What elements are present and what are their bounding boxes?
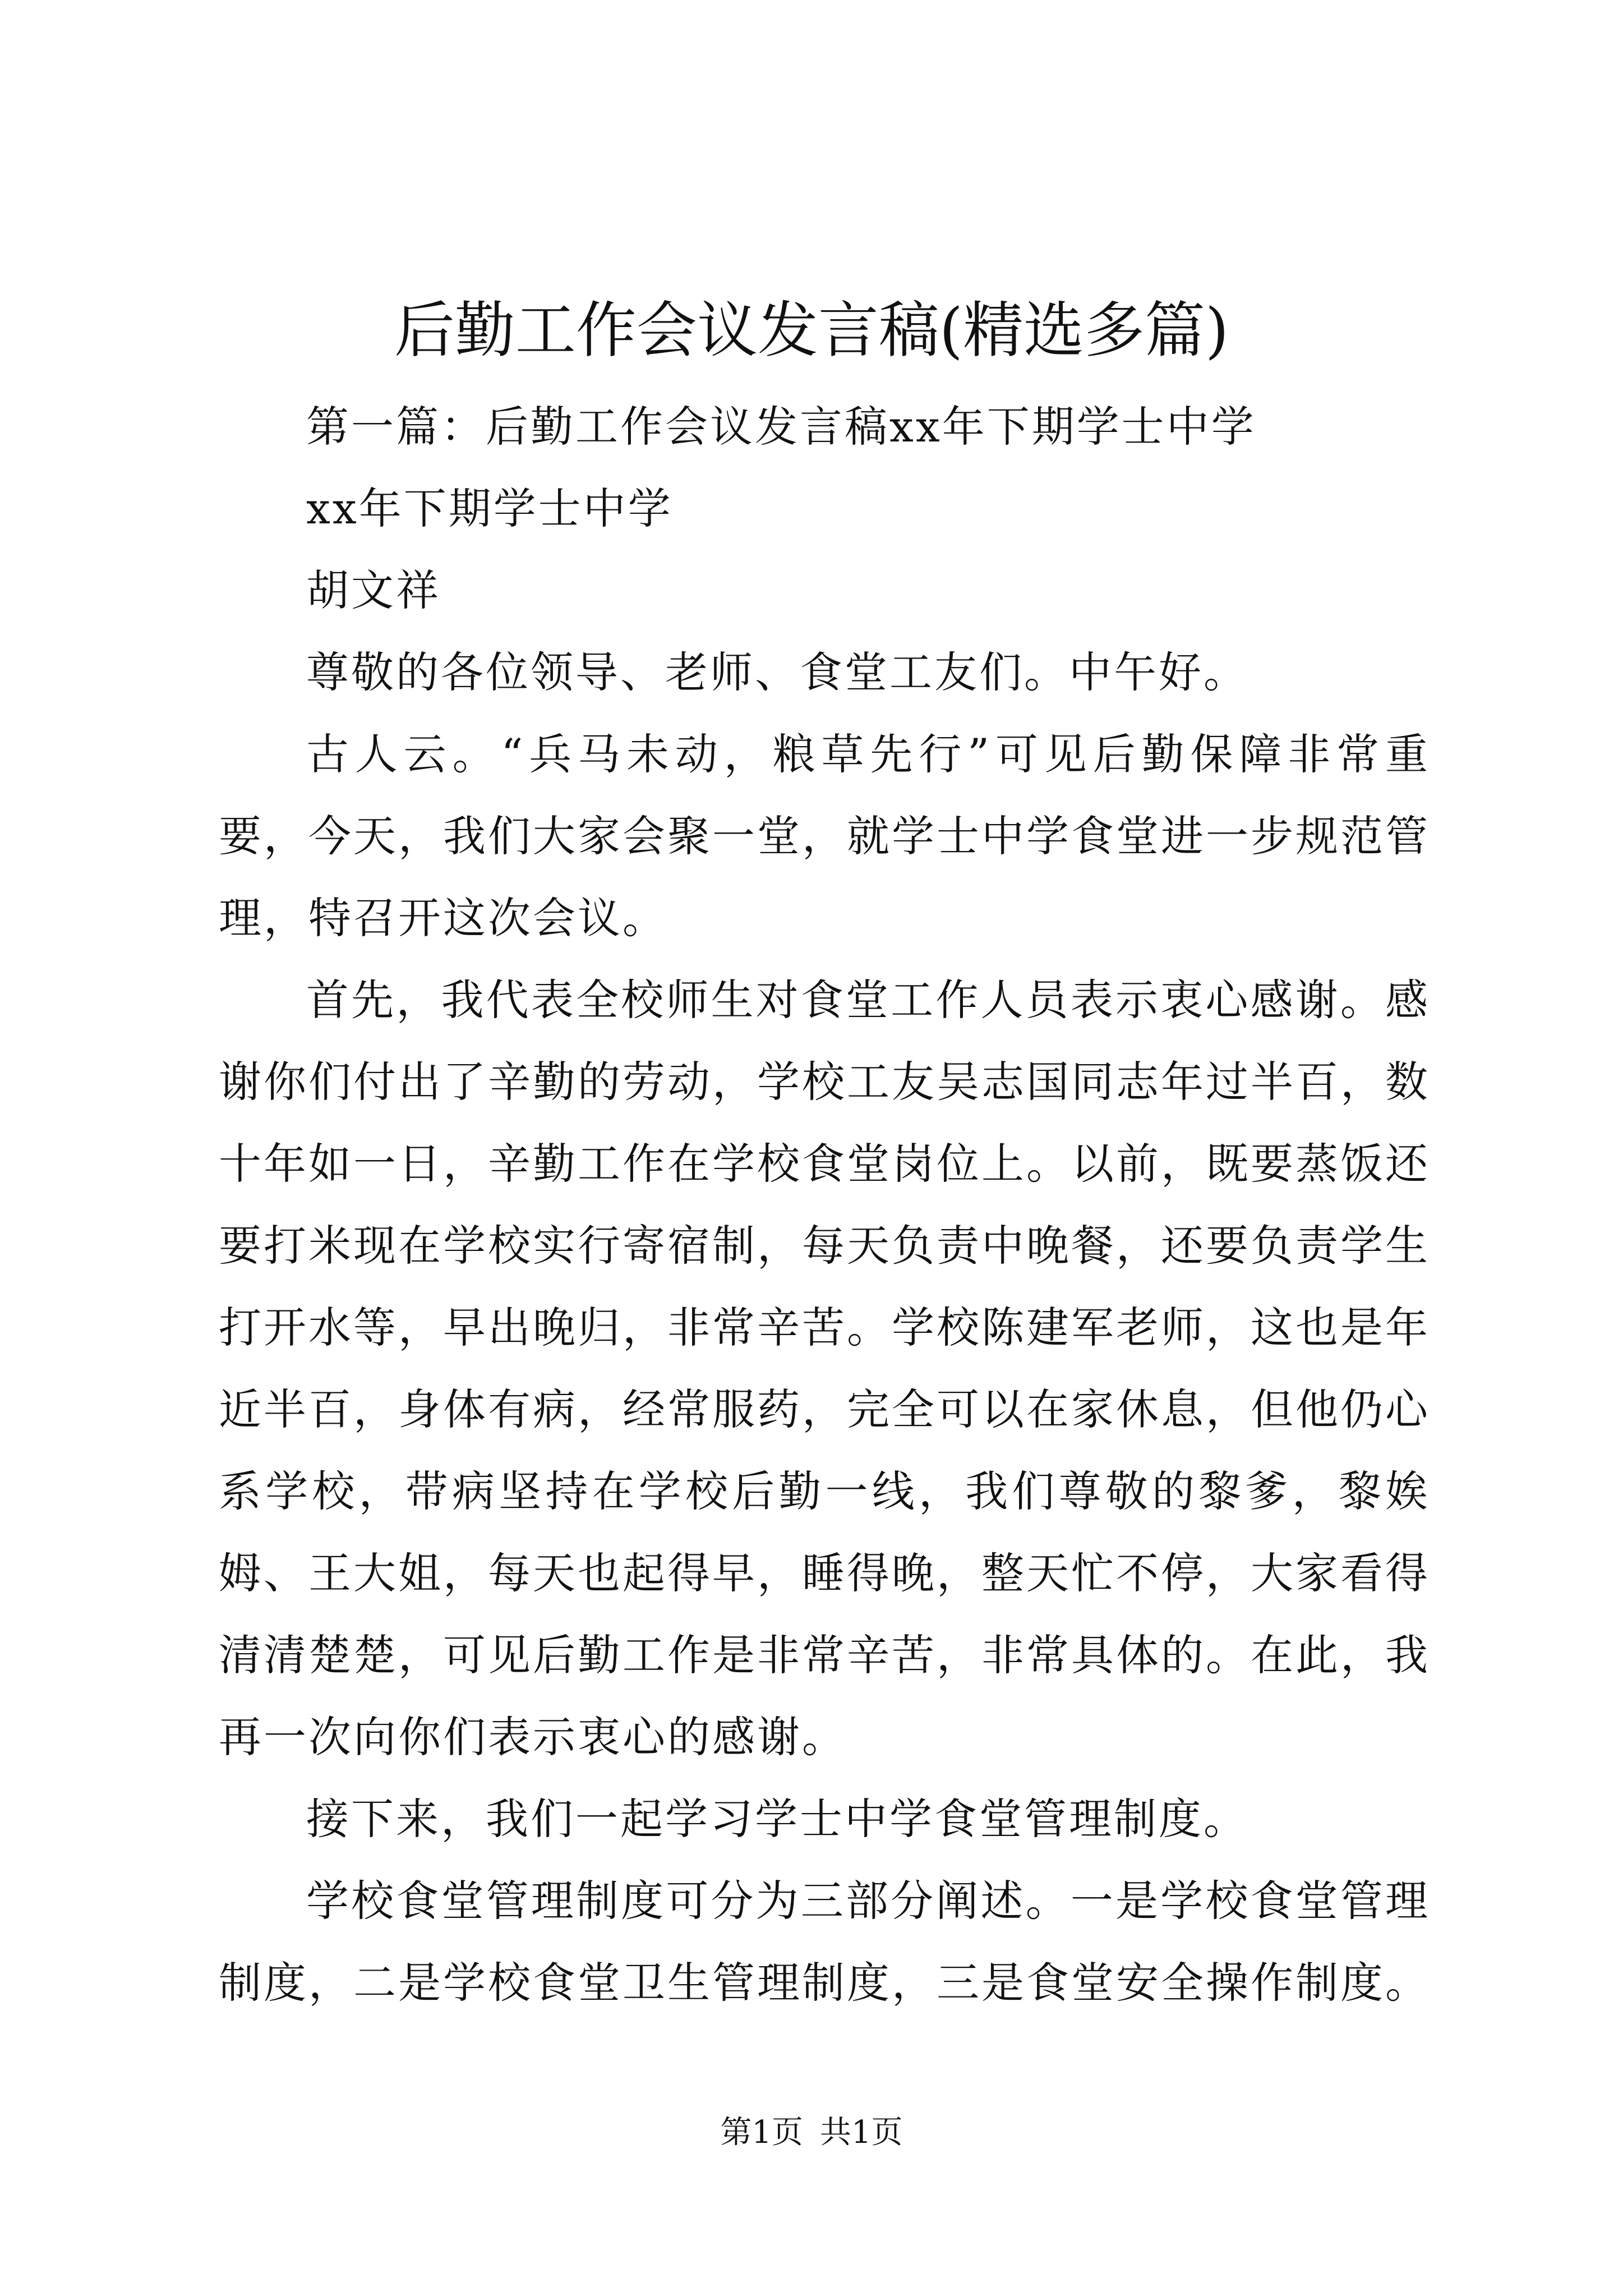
paragraph-section-heading: 第一篇：后勤工作会议发言稿xx年下期学士中学	[306, 402, 1256, 452]
page-total: 共1页	[820, 2114, 903, 2151]
page-footer	[0, 2110, 1623, 2155]
paragraph-quote: 古人云。“兵马未动，粮草先行”可见后勤保障非常重要，今天，我们大家会聚一堂，就学士中学食堂进一步规范管理，特召开这次会议。	[219, 729, 1430, 943]
paragraph-greeting: 尊敬的各位领导、老师、食堂工友们。中午好。	[306, 647, 1248, 697]
page-number: 第1页	[720, 2114, 803, 2151]
paragraph-system-overview: 学校食堂管理制度可分为三部分阐述。一是学校食堂管理制度，二是学校食堂卫生管理制度，三是食堂安全操作制度。	[219, 1876, 1430, 2008]
document-body	[219, 386, 1430, 2024]
paragraph-author: 胡文祥	[306, 565, 441, 615]
paragraph-next-topic: 接下来，我们一起学习学士中学食堂管理制度。	[306, 1794, 1248, 1844]
paragraph-semester-school: xx年下期学士中学	[306, 484, 673, 533]
document-title: 后勤工作会议发言稿(精选多篇)	[394, 296, 1229, 366]
paragraph-thanks: 首先，我代表全校师生对食堂工作人员表示衷心感谢。感谢你们付出了辛勤的劳动，学校工友吴志国同志年过半百，数十年如一日，辛勤工作在学校食堂岗位上。以前，既要蒸饭还要打米现在学校实行寄宿制，每天负责中晚餐，还要负责学生打开水等，早出晚归，非常辛苦。学校陈建军老师，这也是年近半百，身体有病，经常服药，完全可以在家休息，但他仍心系学校，带病坚持在学校后勤一线，我们尊敬的黎爹，黎娭姆、王大姐，每天也起得早，睡得晚，整天忙不停，大家看得清清楚楚，可见后勤工作是非常辛苦，非常具体的。在此，我再一次向你们表示衷心的感谢。	[219, 975, 1430, 1762]
